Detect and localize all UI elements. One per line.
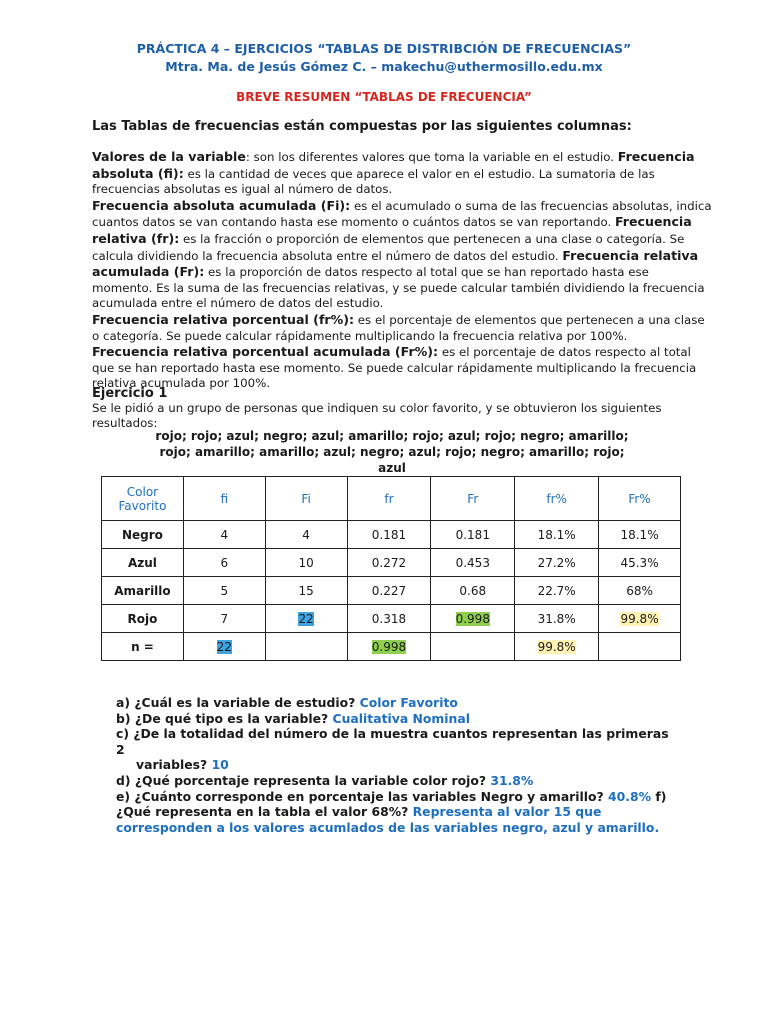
- table-cell: 45.3%: [599, 549, 681, 577]
- def-term: Frecuencia absoluta (fi):: [92, 149, 695, 181]
- highlighted-value: 22: [216, 639, 232, 654]
- answer-text: 10: [211, 757, 229, 773]
- table-cell: Amarillo: [102, 577, 184, 605]
- table-row: [102, 521, 681, 549]
- table-cell: 0.272: [347, 549, 431, 577]
- data-line: azul: [378, 461, 406, 475]
- question-label: f): [651, 788, 667, 804]
- highlighted-value: 22: [298, 611, 314, 626]
- def-term: Frecuencia relativa porcentual (fr%):: [92, 311, 355, 327]
- def-text: es la proporción de datos respecto al total que se han reportado hasta ese momento. Es la suma de las frecuencias relativas, y se puede calcular también dividiendo la frecuencia acumulada entre el número de datos del estudio.: [92, 265, 705, 311]
- highlighted-value: 0.998: [371, 639, 407, 654]
- table-cell: 4: [265, 521, 347, 549]
- column-header: fr%: [515, 477, 599, 521]
- summary-title: BREVE RESUMEN “TABLAS DE FRECUENCIA”: [236, 90, 532, 104]
- practice-title: PRÁCTICA 4 – EJERCICIOS “TABLAS DE DISTRIBCIÓN DE FRECUENCIAS”: [136, 41, 632, 56]
- question-text: a) ¿Cuál es la variable de estudio?: [116, 695, 360, 710]
- question-d: [116, 773, 676, 789]
- def-term: Frecuencia absoluta acumulada (Fi):: [92, 197, 351, 213]
- table-cell: 0.181: [347, 521, 431, 549]
- table-cell: 18.1%: [515, 521, 599, 549]
- table-cell: 0.318: [347, 605, 431, 633]
- table-cell: [599, 633, 681, 661]
- table-cell: Negro: [102, 521, 184, 549]
- intro-text: Las Tablas de frecuencias están compuestas por las siguientes columnas:: [92, 119, 632, 134]
- highlighted-value: 0.998: [455, 611, 490, 626]
- table-cell: 5: [183, 577, 265, 605]
- table-cell: [183, 633, 265, 661]
- highlighted-value: 99.8%: [537, 639, 576, 654]
- column-header: Fi: [265, 477, 347, 521]
- table-row: [102, 633, 681, 661]
- question-text: c) ¿De la totalidad del número de la muestra cuantos representan las primeras 2: [116, 726, 669, 757]
- definitions-paragraph: [92, 149, 712, 392]
- column-header: fi: [183, 477, 265, 521]
- question-b: [116, 711, 676, 727]
- table-cell: n =: [102, 633, 184, 661]
- question-text: e) ¿Cuánto corresponde en porcentaje las variables Negro y amarillo?: [116, 788, 609, 804]
- question-a: [116, 695, 676, 711]
- table-cell: 0.68: [431, 577, 515, 605]
- table-row: [102, 549, 681, 577]
- def-text: : son los diferentes valores que toma la variable en el estudio.: [245, 150, 618, 164]
- table-cell: 15: [265, 577, 347, 605]
- question-text: ¿Qué representa en la tabla el valor 68%?: [116, 804, 413, 820]
- frequency-table: [101, 476, 681, 661]
- data-line: rojo; rojo; azul; negro; azul; amarillo; rojo; azul; rojo; negro; amarillo;: [155, 429, 629, 443]
- table-header-row: [102, 477, 681, 521]
- table-cell: [265, 605, 347, 633]
- author-line: Mtra. Ma. de Jesús Gómez C. – makechu@uthermosillo.edu.mx: [165, 59, 603, 74]
- table-cell: [431, 605, 515, 633]
- question-text: b) ¿De qué tipo es la variable?: [116, 710, 333, 726]
- answer-text: Representa al valor 15 que corresponden a los valores acumlados de las variables negro, azul y amarillo.: [116, 804, 660, 835]
- def-term: Frecuencia relativa acumulada (Fr):: [92, 247, 699, 280]
- table-cell: Rojo: [102, 605, 184, 633]
- questions-list: [116, 695, 676, 835]
- def-text: es la fracción o proporción de elementos que pertenecen a una clase o categoría. Se calcula dividiendo la frecuencia absoluta entre el número de datos del estudio.: [92, 231, 685, 263]
- table-cell: 0.227: [347, 577, 431, 605]
- answer-text: Color Favorito: [359, 695, 458, 710]
- question-c-cont: [116, 757, 676, 773]
- table-cell: [347, 633, 431, 661]
- column-header: Fr%: [599, 477, 681, 521]
- table-cell: 18.1%: [599, 521, 681, 549]
- def-text: es el porcentaje de datos respecto al total que se han reportado hasta ese momento. Se puede calcular rápidamente multiplicando la frecuencia relativa acumulada por 100%.: [92, 345, 697, 391]
- table-cell: [599, 605, 681, 633]
- question-c: [116, 726, 676, 757]
- def-term: Frecuencia relativa porcentual acumulada (Fr%):: [92, 344, 439, 360]
- def-term: Valores de la variable: [92, 149, 246, 164]
- table-cell: 0.453: [431, 549, 515, 577]
- question-text: d) ¿Qué porcentaje representa la variable color rojo?: [116, 772, 491, 788]
- def-text: es el acumulado o suma de las frecuencias absolutas, indica cuantos datos se van contando hasta ese momento o cuántos datos se van reportando.: [92, 198, 712, 230]
- table-cell: [515, 633, 599, 661]
- column-header: Color Favorito: [102, 477, 184, 521]
- table-cell: 31.8%: [515, 605, 599, 633]
- data-line: rojo; amarillo; amarillo; azul; negro; azul; rojo; negro; amarillo; rojo;: [159, 445, 625, 459]
- table-cell: 6: [183, 549, 265, 577]
- table-cell: 10: [265, 549, 347, 577]
- answer-text: Cualitativa Nominal: [332, 710, 470, 726]
- table-row: [102, 605, 681, 633]
- table-cell: 4: [183, 521, 265, 549]
- answer-text: 31.8%: [490, 772, 534, 788]
- def-text: es el porcentaje de elementos que pertenecen a una clase o categoría. Se puede calcular rápidamente multiplicando la frecuencia relativa por 100%.: [92, 312, 705, 343]
- table-row: [102, 577, 681, 605]
- table-cell: 0.181: [431, 521, 515, 549]
- table-cell: 68%: [599, 577, 681, 605]
- exercise-description: Se le pidió a un grupo de personas que indiquen su color favorito, y se obtuvieron los siguientes resultados:: [92, 401, 662, 430]
- question-e: [116, 789, 676, 805]
- table-cell: 7: [183, 605, 265, 633]
- column-header: fr: [347, 477, 431, 521]
- exercise-title: Ejercicio 1: [92, 386, 168, 401]
- table-cell: [265, 633, 347, 661]
- question-text: variables?: [136, 757, 212, 773]
- def-term: Frecuencia relativa (fr):: [92, 214, 692, 246]
- highlighted-value: 99.8%: [620, 611, 659, 626]
- table-cell: 27.2%: [515, 549, 599, 577]
- question-f: [116, 804, 676, 835]
- table-cell: [431, 633, 515, 661]
- table-cell: 22.7%: [515, 577, 599, 605]
- column-header: Fr: [431, 477, 515, 521]
- table-cell: Azul: [102, 549, 184, 577]
- def-text: es la cantidad de veces que aparece el valor en el estudio. La sumatoria de las frecuencias absolutas es igual al número de datos.: [92, 166, 655, 197]
- answer-text: 40.8%: [608, 788, 652, 804]
